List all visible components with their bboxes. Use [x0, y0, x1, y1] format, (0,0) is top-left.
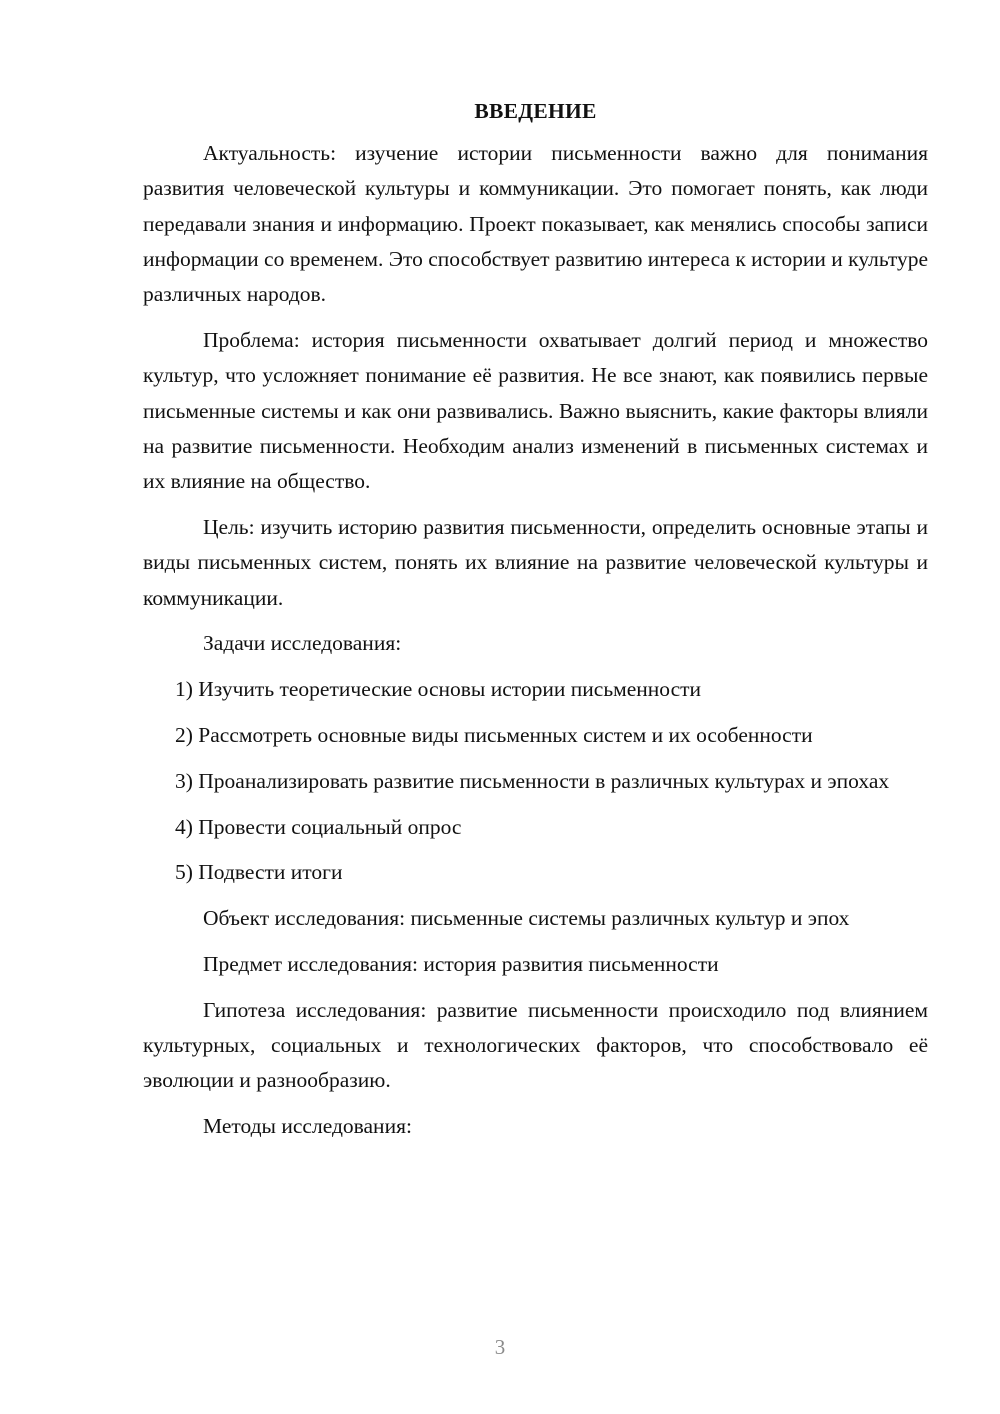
page-title: ВВЕДЕНИЕ	[474, 99, 597, 123]
tasks-heading: Задачи исследования:	[203, 631, 402, 656]
task-item: 1) Изучить теоретические основы истории письменности	[175, 677, 702, 702]
problem-paragraph: Проблема: история письменности охватывает долгий период и множество культур, что усложняет понимание её развития. Не все знают, как появились первые письменные системы и как они развивались. Важно выяснить, какие факторы влияли на развитие письменности. Необходим анализ изменений в письменных системах и их влияние на общество.	[143, 327, 928, 494]
goal-paragraph: Цель: изучить историю развития письменности, определить основные этапы и виды письменных систем, понять их влияние на развитие человеческой культуры и коммуникации.	[143, 514, 928, 610]
task-item: 4) Провести социальный опрос	[175, 814, 462, 839]
methods-heading: Методы исследования:	[203, 1114, 412, 1139]
object-paragraph: Объект исследования: письменные системы различных культур и эпох	[203, 906, 850, 931]
task-item: 5) Подвести итоги	[175, 860, 343, 885]
document-page	[143, 96, 928, 1155]
task-item: 2) Рассмотреть основные виды письменных систем и их особенности	[175, 722, 813, 747]
task-item: 3) Проанализировать развитие письменности в различных культурах и эпохах	[175, 768, 890, 793]
hypothesis-paragraph: Гипотеза исследования: развитие письменности происходило под влиянием культурных, социальных и технологических факторов, что способствовало её эволюции и разнообразию.	[143, 997, 928, 1093]
relevance-paragraph: Актуальность: изучение истории письменности важно для понимания развития человеческой культуры и коммуникации. Это помогает понять, как люди передавали знания и информацию. Проект показывает, как менялись способы записи информации со временем. Это способствует развитию интереса к истории и культуре различных народов.	[143, 141, 928, 307]
page-number: 3	[494, 1335, 506, 1359]
subject-paragraph: Предмет исследования: история развития письменности	[203, 951, 719, 976]
